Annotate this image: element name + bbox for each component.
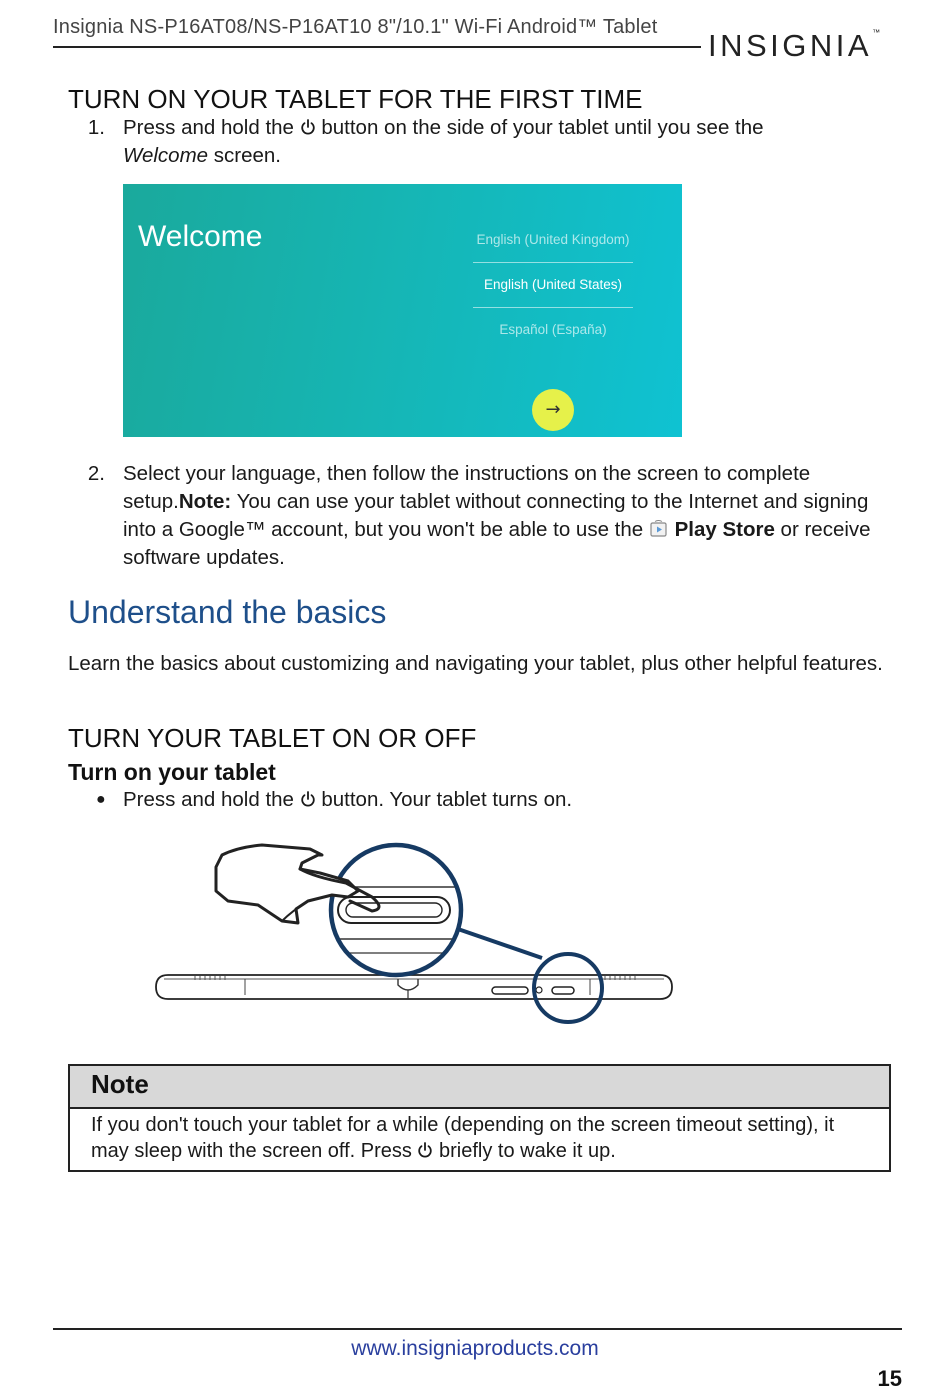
document-header-title: Insignia NS-P16AT08/NS-P16AT10 8"/10.1" Wi-Fi Android™ Tablet — [53, 16, 658, 38]
step-1-text-b: button on the side of your tablet until you see the — [315, 116, 764, 139]
power-button-illustration — [150, 825, 680, 1030]
power-icon — [417, 1141, 433, 1159]
language-option-selected[interactable]: English (United States) — [483, 277, 623, 292]
page-number: 15 — [877, 1366, 902, 1391]
footer-url-link[interactable]: www.insigniaproducts.com — [351, 1337, 599, 1360]
note-box — [68, 1064, 891, 1172]
welcome-screen-image — [123, 184, 682, 437]
step-2-text-c: or receive software updates. — [123, 518, 871, 569]
note-text-b: briefly to wake it up. — [433, 1140, 616, 1162]
language-option[interactable]: English (United Kingdom) — [476, 232, 630, 247]
step-1-text-c: screen. — [208, 144, 281, 167]
step-number: 2. — [87, 462, 105, 485]
bullet-text-b: button. Your tablet turns on. — [315, 788, 573, 811]
footer-divider — [53, 1328, 902, 1330]
note-title: Note — [91, 1069, 149, 1099]
basics-intro: Learn the basics about customizing and navigating your tablet, plus other helpful features. — [68, 652, 883, 675]
language-divider — [473, 262, 633, 263]
note-header — [70, 1066, 889, 1109]
section-heading-on-off: TURN YOUR TABLET ON OR OFF — [68, 723, 477, 753]
bullet-text-a: Press and hold the — [123, 788, 300, 811]
step-2-text — [123, 460, 893, 572]
welcome-emphasis: Welcome — [123, 144, 209, 167]
next-arrow-button[interactable]: → — [532, 389, 574, 431]
subheading-turn-on: Turn on your tablet — [68, 759, 276, 785]
logo-trademark: ™ — [872, 28, 881, 37]
insignia-logo — [708, 28, 880, 64]
bullet-text — [123, 786, 883, 814]
note-text-a: If you don't touch your tablet for a while (depending on the screen timeout setting), it may sleep with the screen off. Press — [91, 1114, 835, 1162]
bullet-dot: ● — [96, 791, 106, 808]
welcome-title: Welcome — [138, 220, 263, 253]
step-number: 1. — [87, 116, 105, 139]
section-heading-basics: Understand the basics — [68, 594, 387, 630]
play-store-icon — [649, 520, 669, 538]
power-icon — [300, 118, 316, 136]
section-heading-first-time: TURN ON YOUR TABLET FOR THE FIRST TIME — [68, 84, 643, 114]
language-divider — [473, 307, 633, 308]
step-2-text-b: You can use your tablet without connecting to the Internet and signing into a Google™ account, but you won't be able to use the — [123, 490, 869, 541]
power-icon — [300, 790, 316, 808]
header-divider — [53, 46, 701, 48]
language-option[interactable]: Español (España) — [499, 322, 607, 337]
play-store-label: Play Store — [674, 518, 775, 541]
note-label: Note: — [178, 490, 232, 513]
step-1-text-a: Press and hold the — [123, 116, 300, 139]
step-1-text — [123, 114, 903, 170]
step-2-text-a: Select your language, then follow the instructions on the screen to complete setup. — [123, 462, 811, 513]
logo-text: INSIGNIA — [708, 28, 873, 63]
note-body — [91, 1112, 871, 1164]
